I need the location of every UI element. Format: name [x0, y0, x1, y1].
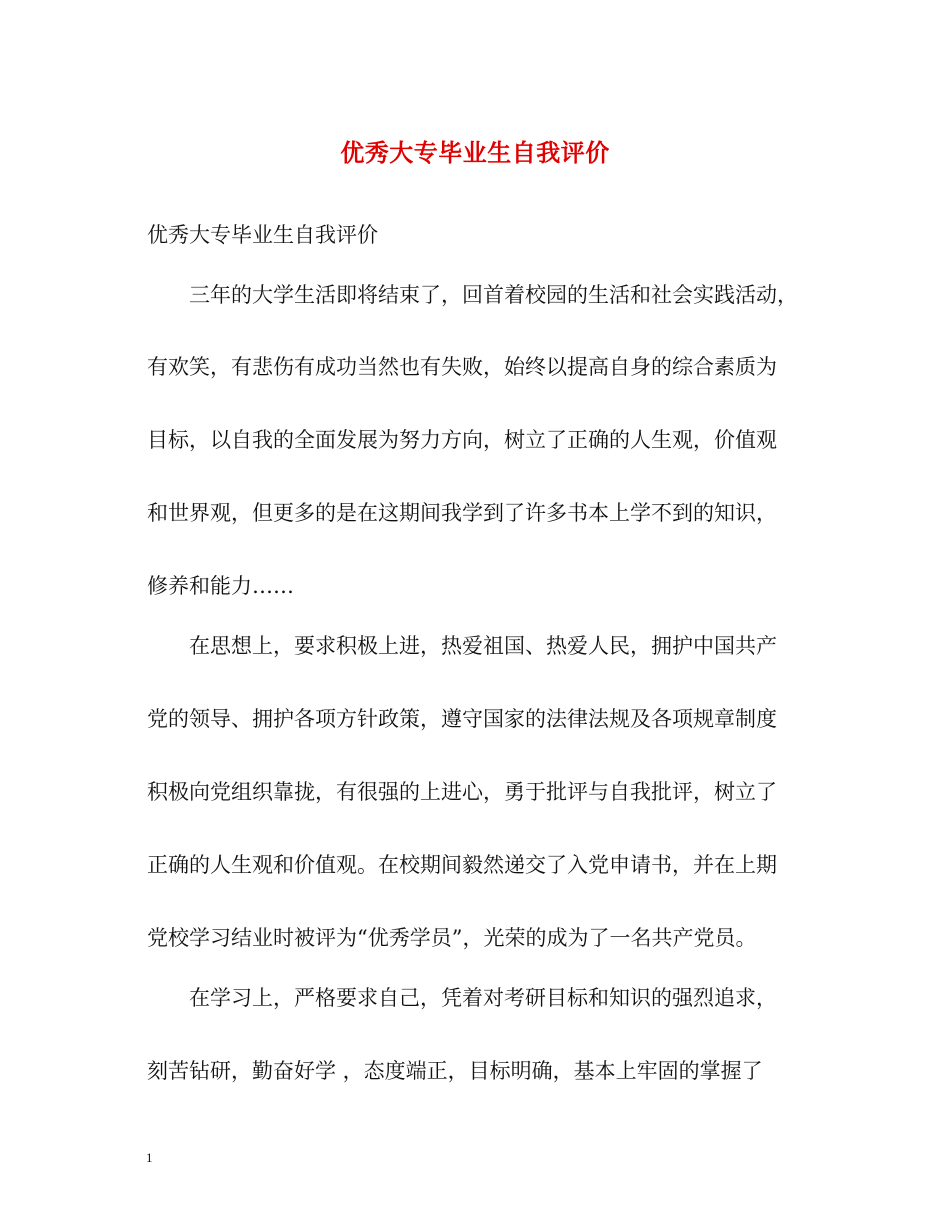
paragraph-line: 在学习上，严格要求自己，凭着对考研目标和知识的强烈追求， — [189, 986, 777, 1010]
page-number: 1 — [146, 1150, 153, 1165]
paragraph-line: 刻苦钻研，勤奋好学 ，态度端正，目标明确，基本上牢固的掌握了 — [147, 1059, 763, 1083]
paragraph-line: 有欢笑，有悲伤有成功当然也有失败，始终以提高自身的综合素质为 — [147, 355, 777, 379]
paragraph-line: 三年的大学生活即将结束了，回首着校园的生活和社会实践活动， — [189, 283, 798, 307]
paragraph-line: 正确的人生观和价值观。在校期间毅然递交了入党申请书，并在上期 — [147, 853, 777, 877]
paragraph-line: 在思想上，要求积极上进，热爱祖国、热爱人民，拥护中国共产 — [189, 634, 777, 658]
document-title: 优秀大专毕业生自我评价 — [340, 138, 610, 167]
paragraph-line: 党的领导、拥护各项方针政策，遵守国家的法律法规及各项规章制度 — [147, 707, 777, 731]
paragraph-line: 目标，以自我的全面发展为努力方向，树立了正确的人生观，价值观 — [147, 428, 777, 452]
paragraph-line: 积极向党组织靠拢，有很强的上进心，勇于批评与自我批评，树立了 — [147, 780, 777, 804]
paragraph-line: 修养和能力…… — [147, 574, 294, 598]
paragraph-line: 和世界观，但更多的是在这期间我学到了许多书本上学不到的知识， — [147, 501, 777, 525]
paragraph-line: 党校学习结业时被评为“优秀学员”，光荣的成为了一名共产党员。 — [147, 926, 757, 950]
document-subheading: 优秀大专毕业生自我评价 — [147, 223, 378, 247]
